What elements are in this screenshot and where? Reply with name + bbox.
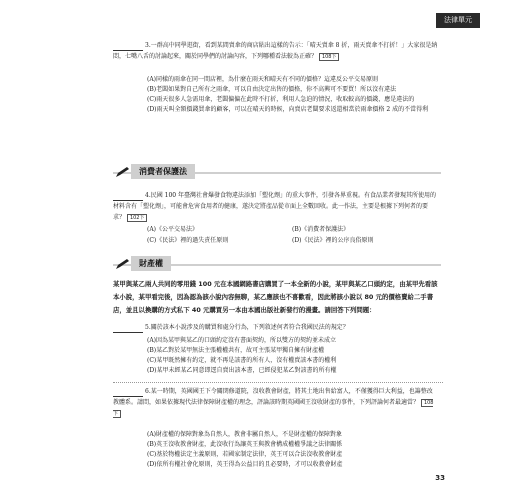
q5-options [147, 336, 437, 376]
option-a: (A)同樣的雨傘在同一間店裡，為什麼在雨天和晴天有不同的價格？這違反公平交易原則 [147, 76, 379, 83]
option-c: (C)《民法》裡的過失責任原則 [147, 237, 229, 244]
question-text: 關於該本小說涉及的購買和處分行為，下列敘述何者符合我國民法的規定？ [150, 324, 349, 331]
option-b: (B)老闆如果對自己所有之雨傘，可以自由決定出售的價格，你不高興可不要買！所以沒有違法 [147, 86, 397, 93]
option-d: (D)雨天叫全額價錢買傘的顧客，可以在晴天的時候，向賣店老闆要求返還相當於雨傘價格 2 成的不當得利 [147, 106, 429, 113]
divider [113, 382, 443, 383]
answer-blank [113, 192, 143, 201]
option-a: (A)因為某甲與某乙的口頭約定沒有書面契約，所以雙方的契約並未成立 [147, 337, 337, 344]
section-header-property [113, 254, 441, 274]
answer-blank [113, 42, 143, 51]
section-title: 消費者保護法 [131, 164, 195, 179]
option-a: (A)《公平交易法》 [147, 226, 199, 233]
option-d: (D)某甲未經某乙同意即逕自賣出該本書，已經侵犯某乙對該書的所有權 [147, 367, 337, 374]
question-4 [113, 190, 438, 223]
question-text: 某一時期，英國國王下令關閉修道院，沒收教會財產，將其土地出售給富人，不僅獲得巨大利益，也籌整改教體系。請問，如果依據現代法律保障財產權的理念，評論該時期英國國王沒收財產的事件，下列評論何者最適當？ [113, 388, 433, 406]
option-b: (B)《消費者保護法》 [292, 226, 350, 233]
option-c: (C)基於物權法定主義原則，若國家制定法律，英王可以合法沒收教會財產 [147, 451, 343, 458]
option-c: (C)雨天很多人急需用傘，老闆偏偏在此時不打折，利用人急迫的情況，收取較高的價錢，應是違法的 [147, 96, 415, 103]
question-text: 民國 100 年臺灣社會爆發食物違法添加「塑化劑」的重大事件，引發各界重視。有食品業者發現其所使用的材料含有「塑化劑」，可能會危害食用者的健康，遂決定將產品從市面上全數回收。此一作法，主要是根據下列何者的要求？ [113, 192, 437, 221]
section-header-consumer [113, 162, 441, 182]
option-b: (B)某乙對於某甲無法主張權權共有，故可主張某甲獨自擁有財產權 [147, 347, 325, 354]
chapter-tag: 法律單元 [436, 13, 480, 28]
year-badge: 102下 [127, 214, 148, 222]
option-c: (C)某甲既然擁有約定，就不再是該書的所有人，沒有權賣該本書的權利 [147, 357, 337, 364]
pencil-icon [115, 258, 131, 270]
year-badge: 108下 [319, 53, 340, 61]
section-title: 財產權 [131, 256, 171, 271]
q6-options [147, 430, 437, 470]
question-6 [113, 386, 438, 419]
q3-options [147, 75, 437, 115]
answer-blank [113, 388, 143, 397]
option-d: (D)《民法》裡的公序良俗原則 [292, 237, 374, 244]
question-number: 6. [145, 388, 151, 395]
question-3 [113, 40, 438, 62]
question-5 [113, 322, 438, 333]
question-number: 3. [145, 42, 151, 49]
reading-passage: 某甲與某乙兩人共同的零用錢 100 元在本國網路書店購買了一本全新的小說，某甲與某乙口頭約定，由某甲先看該本小說，某甲看完後，因為認為該小說內容無聊，某乙應該也不喜歡看，因此將該小說以 80 元的價格賣給二手書店，並且以換購的方式私下 40 元購買另一本由本國出版社新發行的漫畫。請回答下列問題： [113, 280, 438, 314]
question-number: 4. [145, 192, 151, 199]
question-text: 一群高中同學逛街，看到某間賣傘的商店貼出這樣的告示：「晴天賣傘 8 折，雨天賣傘不打折！」大家很是納悶，七嘴八舌的討論起來，關於同學們的討論內容，下列哪種看法較為正確？ [113, 42, 438, 60]
year-badge: 108下 [113, 400, 434, 417]
pencil-icon [115, 166, 131, 178]
page-number: 33 [435, 474, 445, 482]
q4-options [147, 224, 437, 246]
option-d: (D)依所有權社會化原則，英王得為公益目的且必要時，才可以收教會財產 [147, 461, 343, 468]
option-a: (A)財產權的保障對象為自然人，教會非屬自然人，不是財產權的保障對象 [147, 431, 343, 438]
option-b: (B)英王沒收教會財產，此沒收行為讓英王與教會構成權權爭議之法律關係 [147, 441, 343, 448]
question-number: 5. [145, 324, 151, 331]
answer-blank [113, 324, 143, 333]
